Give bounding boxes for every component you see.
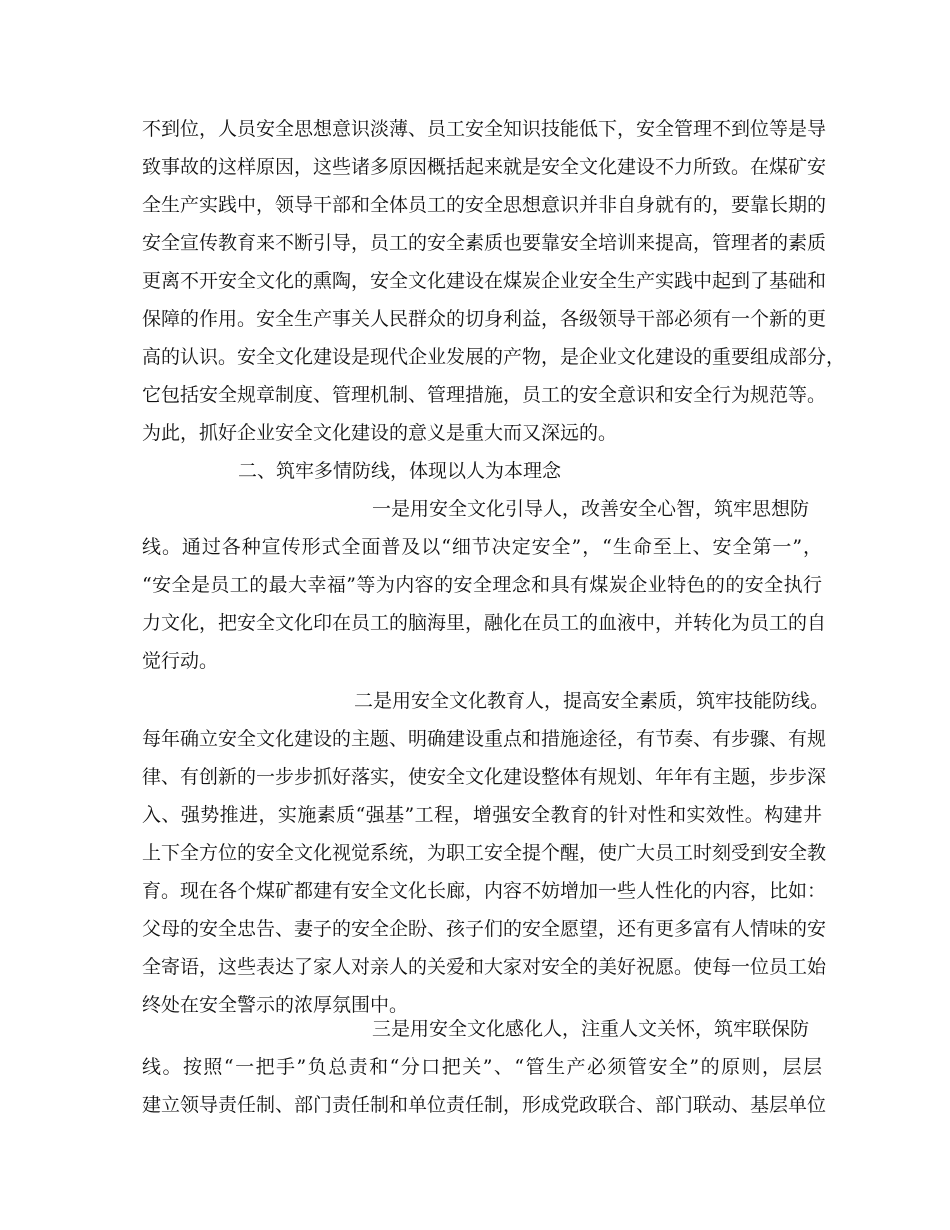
text-line: 保障的作用。安全生产事关人民群众的切身利益，各级领导干部必须有一个新的更 xyxy=(142,308,827,330)
text-line: 致事故的这样原因，这些诸多原因概括起来就是安全文化建设不力所致。在煤矿安 xyxy=(142,156,827,178)
paragraph-lead-1: 一是用安全文化引导人，改善安全心智，筑牢思想防 xyxy=(372,498,810,520)
paragraph-lead-2: 二是用安全文化教育人，提高安全素质，筑牢技能防线。 xyxy=(354,690,830,712)
text-line: 高的认识。安全文化建设是现代企业发展的产物，是企业文化建设的重要组成部分， xyxy=(142,346,846,368)
text-line: 线。通过各种宣传形式全面普及以“细节决定安全”，“生命至上、安全第一”， xyxy=(142,536,822,558)
text-line: 不到位，人员安全思想意识淡薄、员工安全知识技能低下，安全管理不到位等是导 xyxy=(142,118,827,140)
text-line: 每年确立安全文化建设的主题、明确建设重点和措施途径，有节奏、有步骤、有规 xyxy=(142,728,827,750)
text-line: 育。现在各个煤矿都建有安全文化长廊，内容不妨增加一些人性化的内容，比如： xyxy=(142,880,827,902)
text-line: 为此，抓好企业安全文化建设的意义是重大而又深远的。 xyxy=(142,422,618,444)
text-line: 建立领导责任制、部门责任制和单位责任制，形成党政联合、部门联动、基层单位 xyxy=(142,1094,827,1116)
text-line: 全生产实践中，领导干部和全体员工的安全思想意识并非自身就有的，要靠长期的 xyxy=(142,194,827,216)
text-line: 律、有创新的一步步抓好落实，使安全文化建设整体有规划、年年有主题，步步深 xyxy=(142,766,827,788)
section-heading: 二、筑牢多情防线，体现以人为本理念 xyxy=(238,460,562,482)
paragraph-lead-3: 三是用安全文化感化人，注重人文关怀，筑牢联保防 xyxy=(372,1018,810,1040)
text-line: 它包括安全规章制度、管理机制、管理措施，员工的安全意识和安全行为规范等。 xyxy=(142,384,827,406)
text-line: 入、强势推进，实施素质“强基”工程，增强安全教育的针对性和实效性。构建井 xyxy=(142,804,822,826)
text-line: 力文化，把安全文化印在员工的脑海里，融化在员工的血液中，并转化为员工的自 xyxy=(142,612,827,634)
text-line: 线。按照“一把手”负总责和“分口把关”、“管生产必须管安全”的原则，层层 xyxy=(142,1056,822,1078)
text-line: 更离不开安全文化的熏陶，安全文化建设在煤炭企业安全生产实践中起到了基础和 xyxy=(142,270,827,292)
text-line: 觉行动。 xyxy=(142,650,219,672)
body-text-middle xyxy=(142,682,830,1024)
body-text-bottom xyxy=(142,1010,827,1124)
text-line: 上下全方位的安全文化视觉系统，为职工安全提个醒，使广大员工时刻受到安全教 xyxy=(142,842,827,864)
text-line: 全寄语，这些表达了家人对亲人的关爱和大家对安全的美好祝愿。使每一位员工始 xyxy=(142,956,827,978)
text-line: “安全是员工的最大幸福”等为内容的安全理念和具有煤炭企业特色的的安全执行 xyxy=(142,574,822,596)
text-line: 安全宣传教育来不断引导，员工的安全素质也要靠安全培训来提高，管理者的素质 xyxy=(142,232,827,254)
body-text-top xyxy=(142,110,846,680)
text-line: 终处在安全警示的浓厚氛围中。 xyxy=(142,994,409,1016)
text-line: 父母的安全忠告、妻子的安全企盼、孩子们的安全愿望，还有更多富有人情味的安 xyxy=(142,918,827,940)
